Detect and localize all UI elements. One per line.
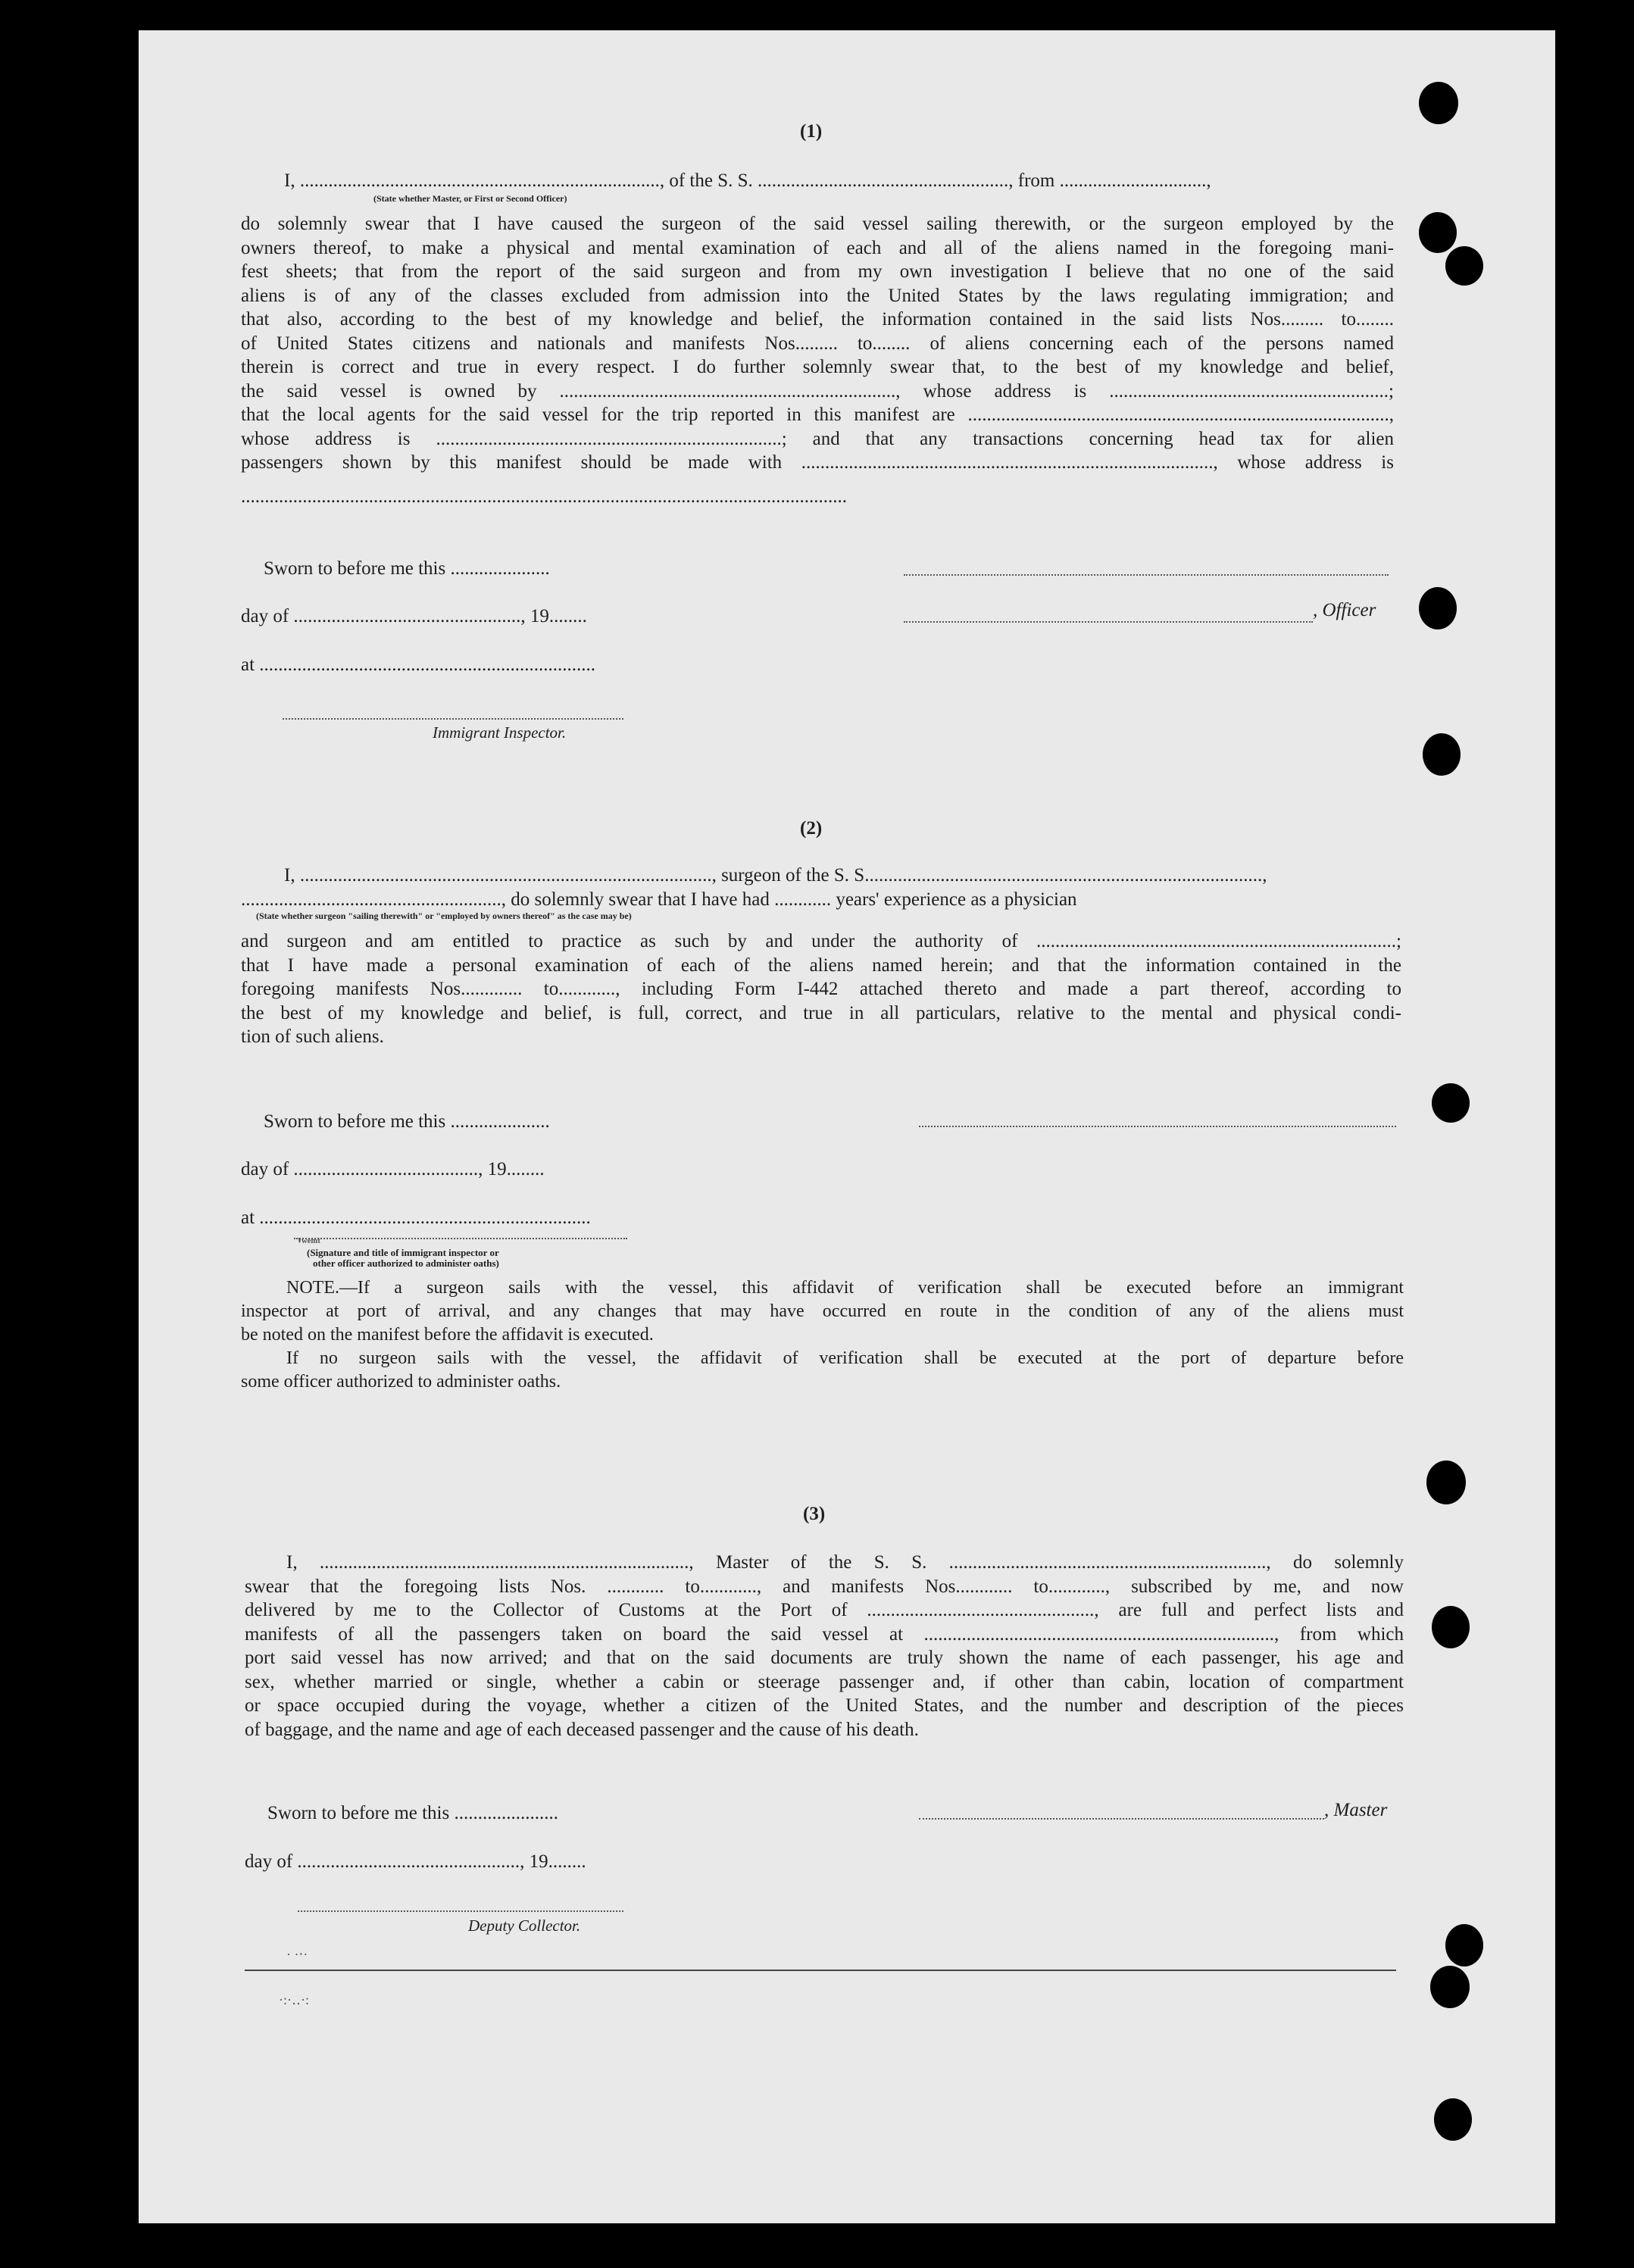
master-signature-line xyxy=(919,1818,1324,1820)
at-label: at xyxy=(241,1207,255,1228)
sworn-date-blank: ..................... xyxy=(450,1111,550,1132)
officer-label xyxy=(1313,600,1376,621)
at-line-1 xyxy=(241,653,595,676)
oath-line: do solemnly swear that I have caused the surgeon of the said vessel sailing therewith, or the surgeon employed by the xyxy=(241,214,1394,234)
day-of-line-1 xyxy=(241,604,587,628)
deputy-collector-caption: Deputy Collector. xyxy=(468,1917,581,1935)
sworn-label: Sworn to before me this xyxy=(264,558,446,579)
experience-text: , do solemnly swear that I have had ............ years' experience as a physician xyxy=(501,889,1077,910)
pronoun-i: I, xyxy=(284,865,295,886)
note-line: If no surgeon sails with the vessel, the affidavit of verification shall be executed at the port of departure before xyxy=(286,1348,1404,1368)
oath-line: port said vessel has now arrived; and that on the said documents are truly shown the name of each passenger, his age and xyxy=(245,1648,1404,1668)
year-blank: ........ xyxy=(506,1159,545,1179)
oath-line: that the local agents for the said vessel for the trip reported in this manifest are ........................................................................................., xyxy=(241,405,1394,425)
year-prefix: , 19 xyxy=(520,606,549,626)
document-page xyxy=(139,30,1555,2223)
punch-hole xyxy=(1419,82,1458,124)
oath-line: and surgeon and am entitled to practice as such by and under the authority of ............................................................................; xyxy=(241,931,1401,951)
signature-caption-line-1: (Signature and title of immigrant inspector or xyxy=(307,1247,499,1258)
section-1-first-line xyxy=(284,169,1211,192)
authorized-officer-signature-line xyxy=(294,1238,627,1239)
sworn-line-1 xyxy=(264,557,550,580)
surgeon-of-ss-label: , surgeon of the S. S. xyxy=(711,865,870,886)
punch-hole xyxy=(1445,1924,1483,1967)
surgeon-name-blank: ....................................................................................... xyxy=(299,865,712,886)
origin-port-blank: ..............................., xyxy=(1059,170,1211,191)
year-blank: ........ xyxy=(548,1851,586,1872)
oath-line: therein is correct and true in every respect. I do further solemnly swear that, to the best of my knowledge and belief, xyxy=(241,357,1394,377)
officer-rank-note: (State whether Master, or First or Second Officer) xyxy=(373,193,567,204)
oath-line: or space occupied during the voyage, whether a citizen of the United States, and the number and description of the pieces xyxy=(245,1695,1404,1716)
punch-hole xyxy=(1445,246,1483,286)
sworn-line-2 xyxy=(264,1110,550,1133)
year-prefix: , 19 xyxy=(478,1159,507,1179)
section-3-number: (3) xyxy=(803,1504,826,1524)
section-2-first-line xyxy=(284,864,1267,887)
oath-line: passengers shown by this manifest should be made with ......................................................................................., whose address is xyxy=(241,452,1394,473)
day-of-label: day of xyxy=(241,1159,289,1179)
day-blank: ....................................... xyxy=(293,1159,479,1179)
section-2-second-line xyxy=(241,888,1077,911)
oath-line: fest sheets; that from the report of the said surgeon and from my own investigation I believe that no one of the said xyxy=(241,261,1394,282)
at-line-2 xyxy=(241,1206,591,1229)
section-1-number: (1) xyxy=(800,121,823,142)
note-line: be noted on the manifest before the affidavit is executed. xyxy=(241,1325,654,1345)
inspector-signature-line xyxy=(283,718,623,720)
oath-line: swear that the foregoing lists Nos. ............ to............, and manifests Nos............ to............, subscribed by me, and now xyxy=(245,1576,1404,1597)
oath-line: aliens is of any of the classes excluded from admission into the United States by the laws regulating immigration; and xyxy=(241,285,1394,306)
section-1-oath-text xyxy=(241,212,1394,475)
section-2-oath-text xyxy=(241,929,1401,1049)
oath-line: the best of my knowledge and belief, is full, correct, and true in all particulars, relative to the mental and physical condi- xyxy=(241,1002,1401,1023)
note-line: inspector at port of arrival, and any changes that may have occurred en route in the condition of any of the aliens must xyxy=(241,1301,1404,1321)
day-blank: ................................................ xyxy=(293,606,521,626)
sworn-label: Sworn to before me this xyxy=(267,1803,450,1823)
sworn-label: Sworn to before me this xyxy=(264,1111,446,1132)
at-label: at xyxy=(241,654,255,675)
immigrant-inspector-caption: Immigrant Inspector. xyxy=(433,723,567,742)
oath-line: I, .............................................................................., Master of the S. S. ..................................................................., do solemnly xyxy=(286,1552,1404,1573)
punch-hole xyxy=(1419,212,1457,253)
year-blank: ........ xyxy=(548,606,587,626)
oath-line: delivered by me to the Collector of Customs at the Port of ................................................, are full and perfect lists and xyxy=(245,1600,1404,1620)
surgeon-type-blank: ....................................................... xyxy=(241,889,501,910)
place-blank: ....................................................................... xyxy=(259,654,596,675)
section-2-number: (2) xyxy=(800,818,823,839)
punch-hole xyxy=(1432,1606,1470,1648)
note-line: NOTE.—If a surgeon sails with the vessel, this affidavit of verification shall be executed before an immigrant xyxy=(286,1278,1404,1298)
master-caption: , Master xyxy=(1324,1800,1388,1820)
sworn-line-3 xyxy=(267,1801,558,1825)
section-2-note xyxy=(241,1276,1404,1394)
ink-smudge: ꞌʷᵉᵐᵗ xyxy=(298,1235,321,1250)
ink-smudge: ·:·‥·: xyxy=(279,1992,309,2007)
oath-line: the said vessel is owned by ......................................................................., whose address is ...........................................................; xyxy=(241,380,1394,401)
oath-line: owners thereof, to make a physical and mental examination of each and all of the aliens named in the foregoing mani- xyxy=(241,237,1394,258)
oath-line: manifests of all the passengers taken on board the said vessel at .........................................................................., from which xyxy=(245,1623,1404,1645)
vessel-name-blank: ..................................................................................., xyxy=(869,865,1267,886)
oath-line: of United States citizens and nationals and manifests Nos......... to........ of aliens concerning each of the persons named xyxy=(241,333,1394,354)
surgeon-type-note: (State whether surgeon "sailing therewith" or "employed by owners thereof" as the case may be) xyxy=(256,911,632,921)
signature-caption-line-2: other officer authorized to administer oaths) xyxy=(313,1257,499,1269)
pronoun-i: I, xyxy=(284,170,295,191)
deputy-collector-signature-line xyxy=(298,1910,623,1912)
oath-line: whose address is .........................................................................; and that any transactions concerning head tax for alien xyxy=(241,428,1394,449)
oath-line: foregoing manifests Nos............. to............, including Form I-442 attached thereto and made a part thereof, according to xyxy=(241,979,1401,999)
sworn-date-blank: ...................... xyxy=(454,1803,558,1823)
day-blank: ............................................... xyxy=(297,1851,520,1872)
oath-line: tion of such aliens. xyxy=(241,1026,384,1047)
day-of-line-3 xyxy=(245,1850,586,1873)
day-of-line-2 xyxy=(241,1157,545,1181)
day-of-label: day of xyxy=(241,606,289,626)
place-blank: ...................................................................... xyxy=(259,1207,591,1228)
day-of-label: day of xyxy=(245,1851,293,1872)
punch-hole xyxy=(1430,1966,1470,2008)
oath-line: sex, whether married or single, whether a cabin or steerage passenger and, if other than cabin, location of compartment xyxy=(245,1671,1404,1692)
ink-smudge: · ·‧· xyxy=(286,1947,308,1962)
punch-hole xyxy=(1432,1083,1470,1123)
punch-hole xyxy=(1426,1460,1466,1504)
from-label: , from xyxy=(1008,170,1055,191)
officer-title-line xyxy=(904,621,1313,623)
officer-name-blank: ............................................................................ xyxy=(299,170,660,191)
oath-line: that also, according to the best of my knowledge and belief, the information contained in the said lists Nos......... to........ xyxy=(241,309,1394,330)
year-prefix: , 19 xyxy=(520,1851,548,1872)
of-ss-label: , of the S. S. xyxy=(659,170,753,191)
master-label xyxy=(1324,1800,1387,1821)
officer-signature-line xyxy=(904,574,1389,576)
officer-caption: , Officer xyxy=(1313,600,1376,620)
punch-hole xyxy=(1419,587,1457,629)
note-line: some officer authorized to administer oaths. xyxy=(241,1372,561,1392)
oath-line: that I have made a personal examination of each of the aliens named herein; and that the information contained in the xyxy=(241,954,1401,976)
sworn-date-blank: ..................... xyxy=(450,558,550,579)
punch-hole xyxy=(1423,733,1461,776)
oath-line: of baggage, and the name and age of each deceased passenger and the cause of his death. xyxy=(245,1719,919,1740)
punch-hole xyxy=(1434,2098,1472,2141)
address-blank-continued: ................................................................................................................................ xyxy=(241,486,847,507)
section-3-oath-text xyxy=(245,1551,1404,1742)
surgeon-signature-line xyxy=(919,1126,1396,1127)
vessel-name-blank: ..................................................... xyxy=(758,170,1009,191)
bottom-rule xyxy=(245,1970,1396,1971)
